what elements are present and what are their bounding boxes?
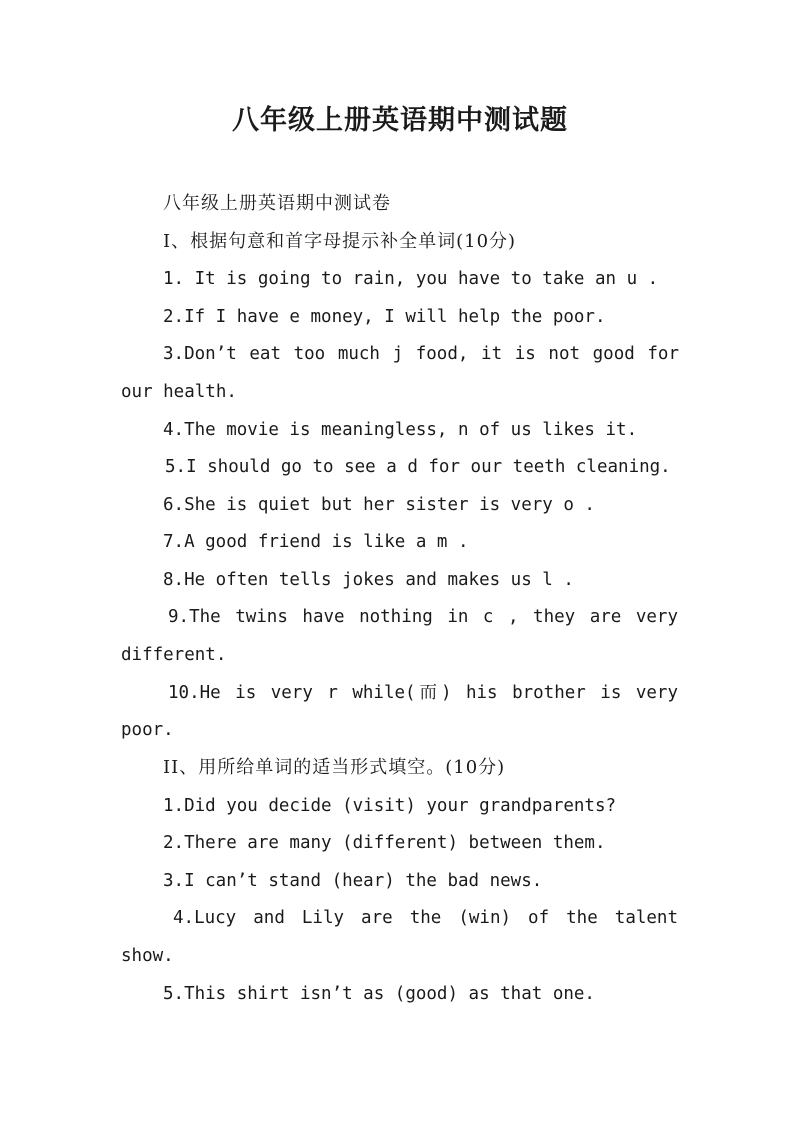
section1-item-5: 5.I should go to see a d for our teeth cleaning.	[165, 457, 671, 477]
document-subtitle: 八年级上册英语期中测试卷	[163, 193, 391, 214]
section1-item-3-continued: our health.	[121, 382, 237, 402]
section2-item-4-continued: show.	[121, 946, 174, 966]
section2-item-1: 1.Did you decide (visit) your grandparents?	[163, 796, 617, 816]
section2-item-2: 2.There are many (different) between them.	[163, 833, 606, 853]
section1-item-1: 1. It is going to rain, you have to take an u .	[163, 269, 659, 289]
section2-item-4: 4.Lucy and Lily are the (win) of the talent	[173, 908, 678, 928]
section1-item-7: 7.A good friend is like a m .	[163, 532, 469, 552]
section1-heading: I、根据句意和首字母提示补全单词(10分)	[163, 231, 517, 252]
section2-item-3: 3.I can’t stand (hear) the bad news.	[163, 871, 543, 891]
section1-item-9: 9.The twins have nothing in c , they are very	[168, 607, 678, 627]
section1-item-4: 4.The movie is meaningless, n of us likes it.	[163, 420, 638, 440]
page-title: 八年级上册英语期中测试题	[232, 105, 568, 136]
section2-heading: II、用所给单词的适当形式填空。(10分)	[163, 757, 506, 778]
section1-item-6: 6.She is quiet but her sister is very o .	[163, 495, 595, 515]
section2-item-5: 5.This shirt isn’t as (good) as that one.	[163, 984, 595, 1004]
section1-item-8: 8.He often tells jokes and makes us l .	[163, 570, 574, 590]
section1-item-10-continued: poor.	[121, 720, 174, 740]
section1-item-2: 2.If I have e money, I will help the poor.	[163, 307, 606, 327]
section1-item-9-continued: different.	[121, 645, 227, 665]
section1-item-10: 10.He is very r while(而) his brother is very	[168, 683, 678, 703]
section1-item-3: 3.Don’t eat too much j food, it is not good for	[163, 344, 679, 364]
